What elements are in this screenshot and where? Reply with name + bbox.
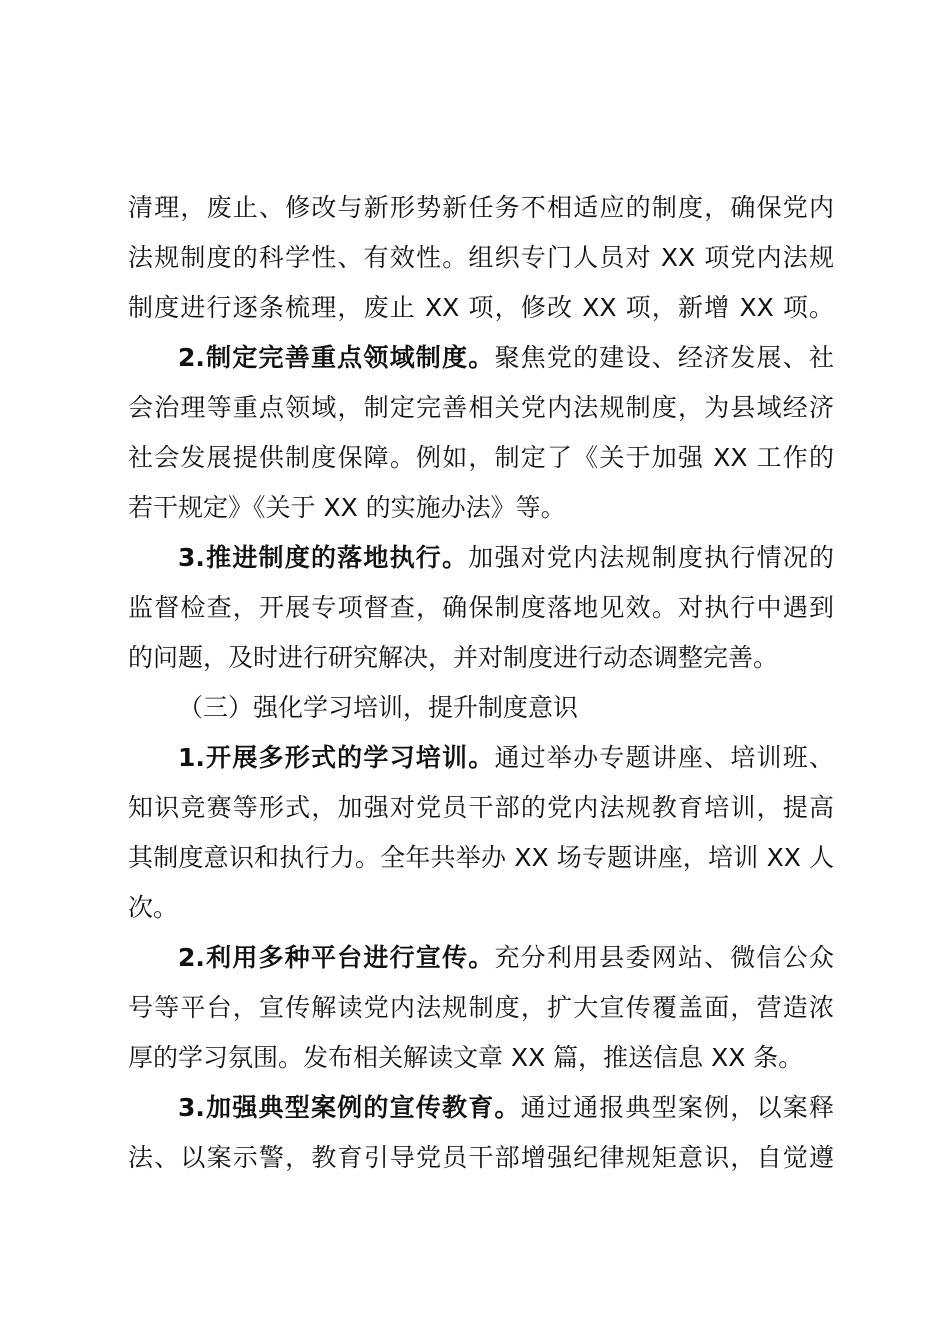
text-line	[128, 933, 834, 983]
text-line	[128, 733, 834, 783]
section-heading: （三）强化学习培训，提升制度意识	[178, 693, 579, 722]
item-heading: 2.利用多种平台进行宣传。	[178, 943, 495, 972]
text-line: 制度进行逐条梳理，废止 XX 项，修改 XX 项，新增 XX 项。	[128, 293, 834, 322]
item-heading: 1.开展多形式的学习培训。	[178, 743, 495, 772]
text-line: 知识竞赛等形式，加强对党员干部的党内法规教育培训，提高	[128, 793, 834, 822]
text-line: 监督检查，开展专项督查，确保制度落地见效。对执行中遇到	[128, 593, 834, 622]
text-line: 清理，废止、修改与新形势新任务不相适应的制度，确保党内	[128, 193, 834, 222]
text-line: 会治理等重点领域，制定完善相关党内法规制度，为县域经济	[128, 393, 834, 422]
item-heading: 2.制定完善重点领域制度。	[178, 343, 495, 372]
text-line: 若干规定》《关于 XX 的实施办法》等。	[128, 493, 566, 522]
text-line	[128, 1083, 834, 1133]
item-body: 加强对党内法规制度执行情况的	[468, 543, 834, 572]
item-body: 聚焦党的建设、经济发展、社	[494, 343, 834, 372]
text-line: 法、以案示警，教育引导党员干部增强纪律规矩意识，自觉遵	[128, 1143, 834, 1172]
text-line	[128, 333, 834, 383]
text-line: 次。	[128, 893, 179, 922]
item-body: 通过通报典型案例，以案释	[520, 1093, 834, 1122]
item-body: 通过举办专题讲座、培训班、	[494, 743, 834, 772]
body-text	[128, 183, 834, 1183]
text-line: 其制度意识和执行力。全年共举办 XX 场专题讲座，培训 XX 人	[128, 843, 834, 872]
item-body: 充分利用县委网站、微信公众	[494, 943, 834, 972]
text-line	[128, 533, 834, 583]
text-line: 号等平台，宣传解读党内法规制度，扩大宣传覆盖面，营造浓	[128, 993, 834, 1022]
text-line: 法规制度的科学性、有效性。组织专门人员对 XX 项党内法规	[128, 243, 834, 272]
item-heading: 3.加强典型案例的宣传教育。	[178, 1093, 521, 1122]
text-line: 社会发展提供制度保障。例如，制定了《关于加强 XX 工作的	[128, 443, 834, 472]
text-line: 的问题，及时进行研究解决，并对制度进行动态调整完善。	[128, 643, 779, 672]
item-heading: 3.推进制度的落地执行。	[178, 543, 469, 572]
text-line: 厚的学习氛围。发布相关解读文章 XX 篇，推送信息 XX 条。	[128, 1043, 804, 1072]
